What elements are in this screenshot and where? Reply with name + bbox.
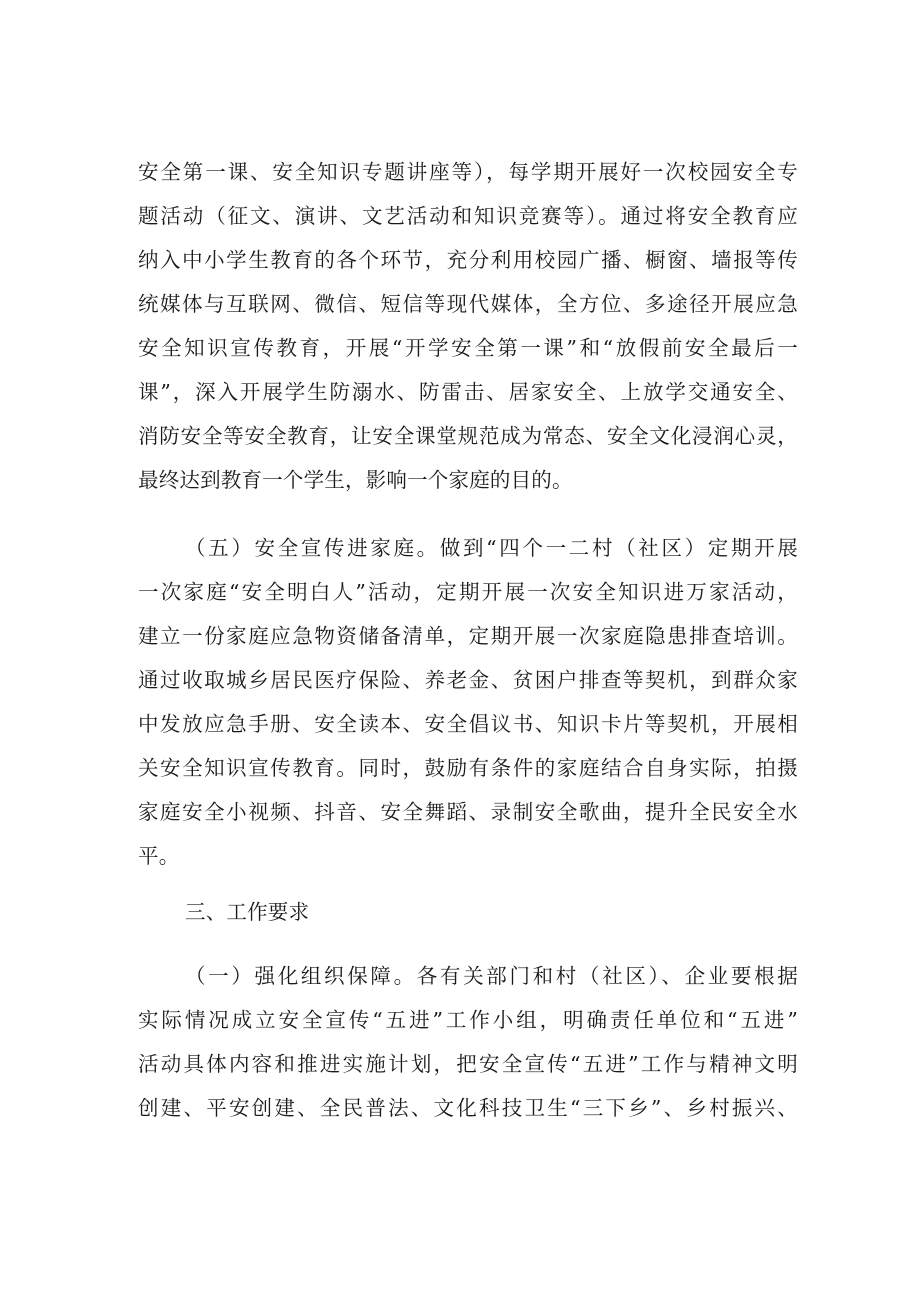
text-line: 一次家庭“安全明白人”活动，定期开展一次安全知识进万家活动， <box>138 580 798 604</box>
text-line: 家庭安全小视频、抖音、安全舞蹈、录制安全歌曲，提升全民安全水 <box>138 800 798 824</box>
text-line: 课”，深入开展学生防溺水、防雷击、居家安全、上放学交通安全、 <box>138 380 798 404</box>
text-line: 安全知识宣传教育，开展“开学安全第一课”和“放假前安全最后一 <box>138 336 798 360</box>
section-heading: 三、工作要求 <box>185 900 310 924</box>
text-line: 题活动（征文、演讲、文艺活动和知识竞赛等）。通过将安全教育应 <box>138 204 798 228</box>
text-line: 中发放应急手册、安全读本、安全倡议书、知识卡片等契机，开展相 <box>138 712 798 736</box>
text-line: 平。 <box>138 844 180 868</box>
text-line: 安全第一课、安全知识专题讲座等），每学期开展好一次校园安全专 <box>138 160 798 184</box>
paragraph-one-first-line: （一）强化组织保障。各有关部门和村（社区）、企业要根据 <box>185 964 798 988</box>
text-line: 通过收取城乡居民医疗保险、养老金、贫困户排查等契机，到群众家 <box>138 668 798 692</box>
text-line: 统媒体与互联网、微信、短信等现代媒体，全方位、多途径开展应急 <box>138 292 798 316</box>
text-line: 建立一份家庭应急物资储备清单，定期开展一次家庭隐患排查培训。 <box>138 624 798 648</box>
text-line: 创建、平安创建、全民普法、文化科技卫生“三下乡”、乡村振兴、 <box>138 1096 798 1120</box>
text-line: 活动具体内容和推进实施计划，把安全宣传“五进”工作与精神文明 <box>138 1052 798 1076</box>
paragraph-five-first-line: （五）安全宣传进家庭。做到“四个一二村（社区）定期开展 <box>185 536 798 560</box>
text-line: 最终达到教育一个学生，影响一个家庭的目的。 <box>138 468 573 492</box>
text-line: 关安全知识宣传教育。同时，鼓励有条件的家庭结合自身实际，拍摄 <box>138 756 798 780</box>
text-line: 纳入中小学生教育的各个环节，充分利用校园广播、橱窗、墙报等传 <box>138 248 798 272</box>
text-line: 消防安全等安全教育，让安全课堂规范成为常态、安全文化浸润心灵， <box>138 424 798 448</box>
text-line: 实际情况成立安全宣传“五进”工作小组，明确责任单位和“五进” <box>138 1008 798 1032</box>
